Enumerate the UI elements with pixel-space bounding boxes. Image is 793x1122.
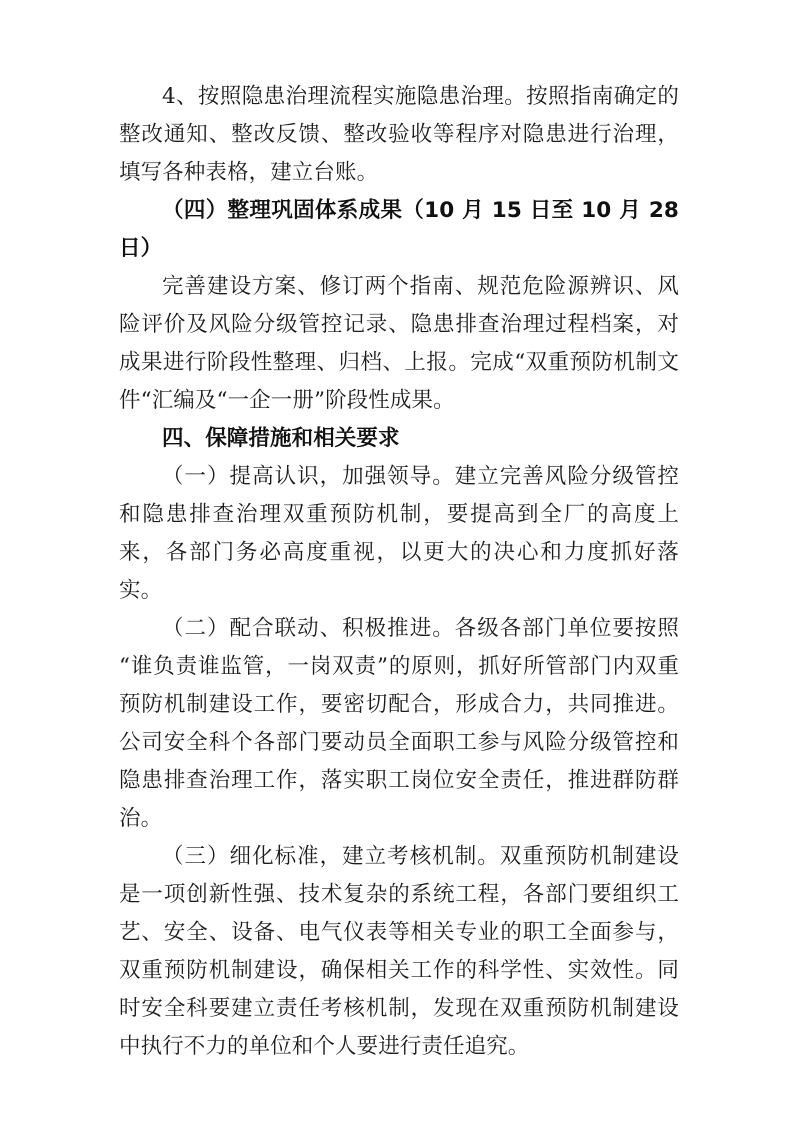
paragraph-item-4: 4、按照隐患治理流程实施隐患治理。按照指南确定的整改通知、整改反馈、整改验收等程序对隐患进行治理，填写各种表格，建立台账。 — [119, 84, 679, 185]
heading-section-four-consolidation: （四）整理巩固体系成果（10 月 15 日至 10 月 28 日） — [119, 198, 679, 261]
paragraph-measure-two: （二）配合联动、积极推进。各级各部门单位要按照“谁负责谁监管，一岗双责”的原则，抓好所管部门内双重预防机制建设工作，要密切配合，形成合力，共同推进。公司安全科个各部门要动员全面职工参与风险分级管控和隐患排查治理工作，落实职工岗位安全责任，推进群防群治。 — [119, 616, 679, 831]
paragraph-measure-three: （三）细化标准，建立考核机制。双重预防机制建设是一项创新性强、技术复杂的系统工程，各部门要组织工艺、安全、设备、电气仪表等相关专业的职工全面参与，双重预防机制建设，确保相关工作的科学性、实效性。同时安全科要建立责任考核机制，发现在双重预防机制建设中执行不力的单位和个人要进行责任追究。 — [119, 844, 679, 1059]
document-text-body — [119, 78, 679, 1066]
paragraph-section-four-body: 完善建设方案、修订两个指南、规范危险源辨识、风险评价及风险分级管控记录、隐患排查治理过程档案，对成果进行阶段性整理、归档、上报。完成“双重预防机制文件“汇编及“一企一册”阶段性成果。 — [119, 274, 679, 413]
paragraph-measure-one: （一）提高认识，加强领导。建立完善风险分级管控和隐患排查治理双重预防机制，要提高到全厂的高度上来，各部门务必高度重视，以更大的决心和力度抓好落实。 — [119, 464, 679, 603]
heading-part-four-safeguards: 四、保障措施和相关要求 — [162, 426, 400, 451]
